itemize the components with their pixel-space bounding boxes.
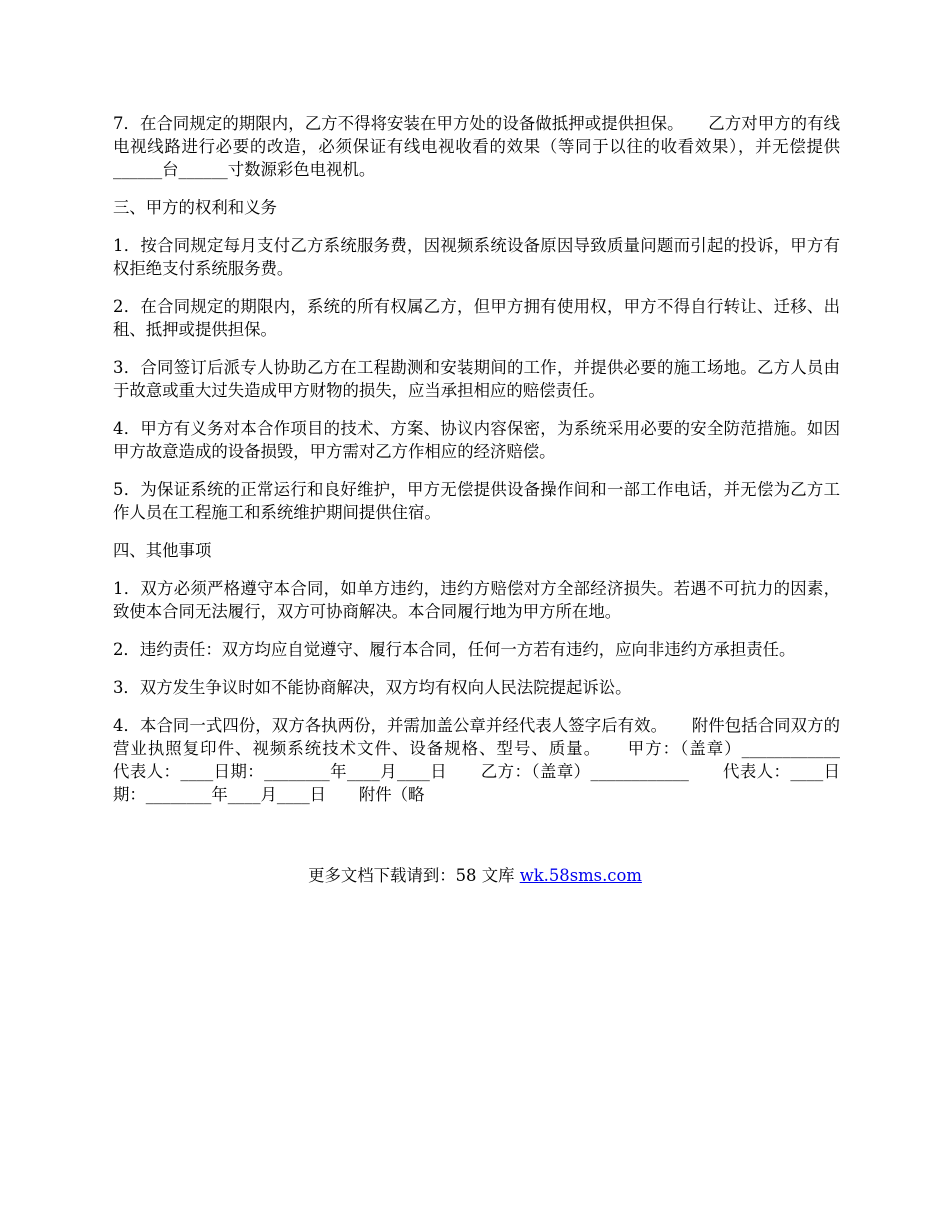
section-4-heading: 四、其他事项	[113, 541, 212, 560]
clause-o-1: 1．双方必须严格遵守本合同，如单方违约，违约方赔偿对方全部经济损失。若遇不可抗力的因素，致使本合同无法履行，双方可协商解决。本合同履行地为甲方所在地。	[113, 579, 840, 621]
clause-o-2: 2．违约责任：双方均应自觉遵守、履行本合同，任何一方若有违约，应向非违约方承担责任。	[113, 640, 796, 659]
clause-o-4: 4．本合同一式四份，双方各执两份，并需加盖公章并经代表人签字后有效。 附件包括合同双方的营业执照复印件、视频系统技术文件、设备规格、型号、质量。 甲方：（盖章）____________ 代表人：____日期：________年____月____日 乙方：（盖章）____________ 代表人：____日期：________年____月____日 附件（略	[113, 716, 873, 804]
clause-a-1: 1．按合同规定每月支付乙方系统服务费，因视频系统设备原因导致质量问题而引起的投诉，甲方有权拒绝支付系统服务费。	[113, 236, 840, 278]
clause-b-7: 7．在合同规定的期限内，乙方不得将安装在甲方处的设备做抵押或提供担保。 乙方对甲方的有线电视线路进行必要的改造，必须保证有线电视收看的效果（等同于以往的收看效果），并无偿提供______台______寸数源彩色电视机。	[113, 114, 840, 179]
section-3-heading: 三、甲方的权利和义务	[113, 198, 277, 217]
document-body	[113, 112, 873, 821]
clause-o-3: 3．双方发生争议时如不能协商解决，双方均有权向人民法院提起诉讼。	[113, 678, 632, 697]
clause-a-3: 3．合同签订后派专人协助乙方在工程勘测和安装期间的工作，并提供必要的施工场地。乙方人员由于故意或重大过失造成甲方财物的损失，应当承担相应的赔偿责任。	[113, 358, 840, 400]
footer-text: 更多文档下载请到：58 文库	[308, 866, 520, 885]
download-footer	[0, 864, 950, 887]
footer-link[interactable]: wk.58sms.com	[519, 866, 642, 885]
clause-a-4: 4．甲方有义务对本合作项目的技术、方案、协议内容保密，为系统采用必要的安全防范措施。如因甲方故意造成的设备损毁，甲方需对乙方作相应的经济赔偿。	[113, 419, 840, 461]
clause-a-5: 5．为保证系统的正常运行和良好维护，甲方无偿提供设备操作间和一部工作电话，并无偿为乙方工作人员在工程施工和系统维护期间提供住宿。	[113, 480, 840, 522]
clause-a-2: 2．在合同规定的期限内，系统的所有权属乙方，但甲方拥有使用权，甲方不得自行转让、迁移、出租、抵押或提供担保。	[113, 297, 840, 339]
